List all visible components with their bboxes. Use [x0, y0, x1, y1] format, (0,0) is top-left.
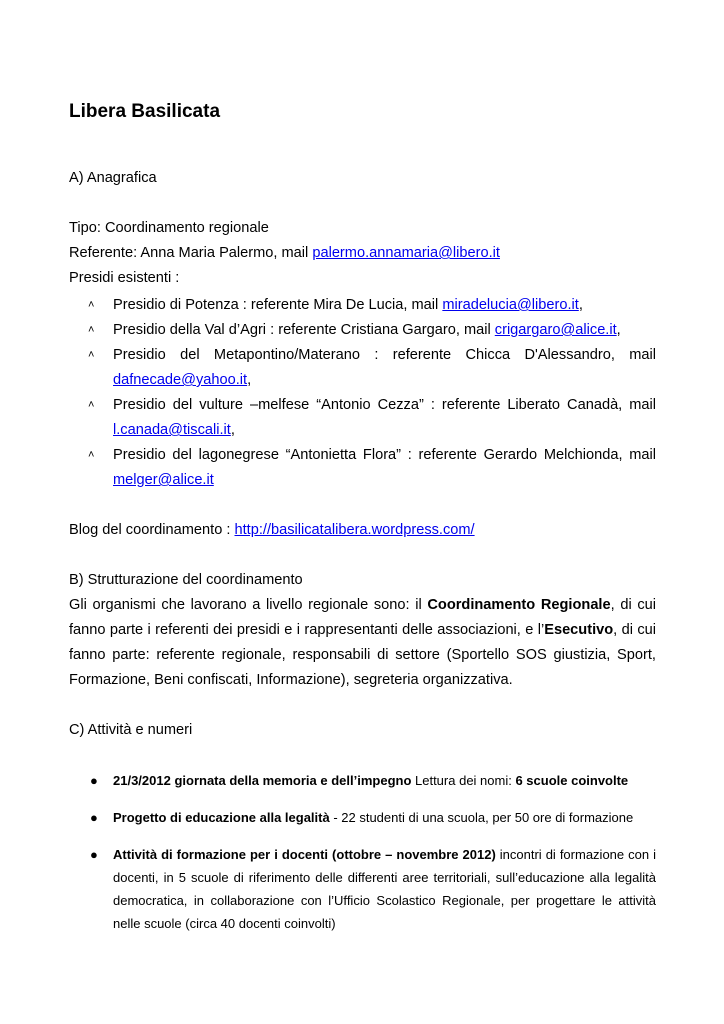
- presidio-text: Presidio di Potenza : referente Mira De Lucia, mail: [113, 297, 443, 313]
- paragraph-text: , di cui fanno parte: referente regionale, responsabili di settore (Sportello SOS giustizia, Sport, Formazione, Beni confiscati, Informazione), segreteria organizzativa.: [69, 622, 656, 688]
- activity-item: [90, 843, 656, 935]
- presidio-text: Presidio del lagonegrese “Antonietta Flora” : referente Gerardo Melchionda, mail: [113, 447, 656, 463]
- presidio-item: [88, 443, 656, 493]
- presidio-item: [88, 393, 656, 443]
- presidio-text: Presidio del Metapontino/Materano : referente Chicca D'Alessandro, mail: [113, 347, 656, 363]
- referente-email-link[interactable]: palermo.annamaria@libero.it: [312, 245, 500, 261]
- triangle-bullet-icon: ˄: [88, 349, 95, 361]
- activity-bold: Attività di formazione per i docenti (ottobre – novembre 2012): [113, 847, 496, 862]
- presidio-email-link[interactable]: l.canada@tiscali.it: [113, 422, 231, 438]
- presidio-suffix: ,: [616, 322, 621, 338]
- esecutivo-bold: Esecutivo: [544, 622, 614, 638]
- presidio-suffix: ,: [578, 297, 583, 313]
- activity-text: - 22 studenti di una scuola, per 50 ore di formazione: [329, 810, 634, 825]
- triangle-bullet-icon: ˄: [88, 399, 95, 411]
- referente-line: [69, 243, 500, 263]
- section-b-heading: B) Strutturazione del coordinamento: [69, 572, 303, 588]
- presidio-email-link[interactable]: miradelucia@libero.it: [442, 297, 579, 313]
- bullet-dot-icon: ●: [90, 773, 98, 788]
- presidi-label: Presidi esistenti :: [69, 270, 180, 286]
- activity-text: Lettura dei nomi:: [411, 773, 516, 788]
- blog-label: Blog del coordinamento :: [69, 522, 235, 538]
- triangle-bullet-icon: ˄: [88, 449, 95, 461]
- bullet-dot-icon: ●: [90, 810, 98, 825]
- activity-item: [90, 769, 656, 792]
- paragraph-text: , di cui fanno parte i referenti dei presidi e i rappresentanti delle associazioni, e l’: [69, 597, 656, 638]
- activity-bold: 21/3/2012 giornata della memoria e dell’impegno: [113, 773, 412, 788]
- presidio-item: [88, 293, 656, 318]
- presidio-suffix: ,: [230, 422, 235, 438]
- presidio-text: Presidio del vulture –melfese “Antonio Cezza” : referente Liberato Canadà, mail: [113, 397, 656, 413]
- triangle-bullet-icon: ˄: [88, 324, 95, 336]
- activity-text: incontri di formazione con i docenti, in 5 scuole di riferimento delle differenti aree territoriali, sull’educazione alla legalità democratica, in collaborazione con l’Ufficio Scolastico Regionale, per progettare le attività nelle scuole (circa 40 docenti coinvolti): [113, 847, 656, 931]
- presidio-suffix: ,: [247, 372, 252, 388]
- document-title: Libera Basilicata: [69, 101, 221, 122]
- presidio-email-link[interactable]: melger@alice.it: [113, 472, 214, 488]
- presidio-text: Presidio della Val d’Agri : referente Cristiana Gargaro, mail: [113, 322, 495, 338]
- tipo-line: Tipo: Coordinamento regionale: [69, 220, 269, 236]
- section-a-heading: A) Anagrafica: [69, 170, 157, 186]
- activity-bold-2: 6 scuole coinvolte: [515, 773, 629, 788]
- activity-item: [90, 806, 656, 829]
- referente-text: Referente: Anna Maria Palermo, mail: [69, 245, 313, 261]
- section-b-paragraph: [69, 593, 656, 693]
- paragraph-text: Gli organismi che lavorano a livello regionale sono: il: [69, 597, 428, 613]
- presidio-email-link[interactable]: crigargaro@alice.it: [494, 322, 617, 338]
- section-c-heading: C) Attività e numeri: [69, 722, 193, 738]
- presidio-item: [88, 343, 656, 393]
- triangle-bullet-icon: ˄: [88, 299, 95, 311]
- blog-line: [69, 520, 475, 540]
- blog-url-link[interactable]: http://basilicatalibera.wordpress.com/: [234, 522, 475, 538]
- bullet-dot-icon: ●: [90, 847, 98, 862]
- presidio-email-link[interactable]: dafnecade@yahoo.it: [113, 372, 248, 388]
- coordinamento-bold: Coordinamento Regionale: [427, 597, 611, 613]
- activity-bold: Progetto di educazione alla legalità: [113, 810, 330, 825]
- presidio-item: [88, 318, 656, 343]
